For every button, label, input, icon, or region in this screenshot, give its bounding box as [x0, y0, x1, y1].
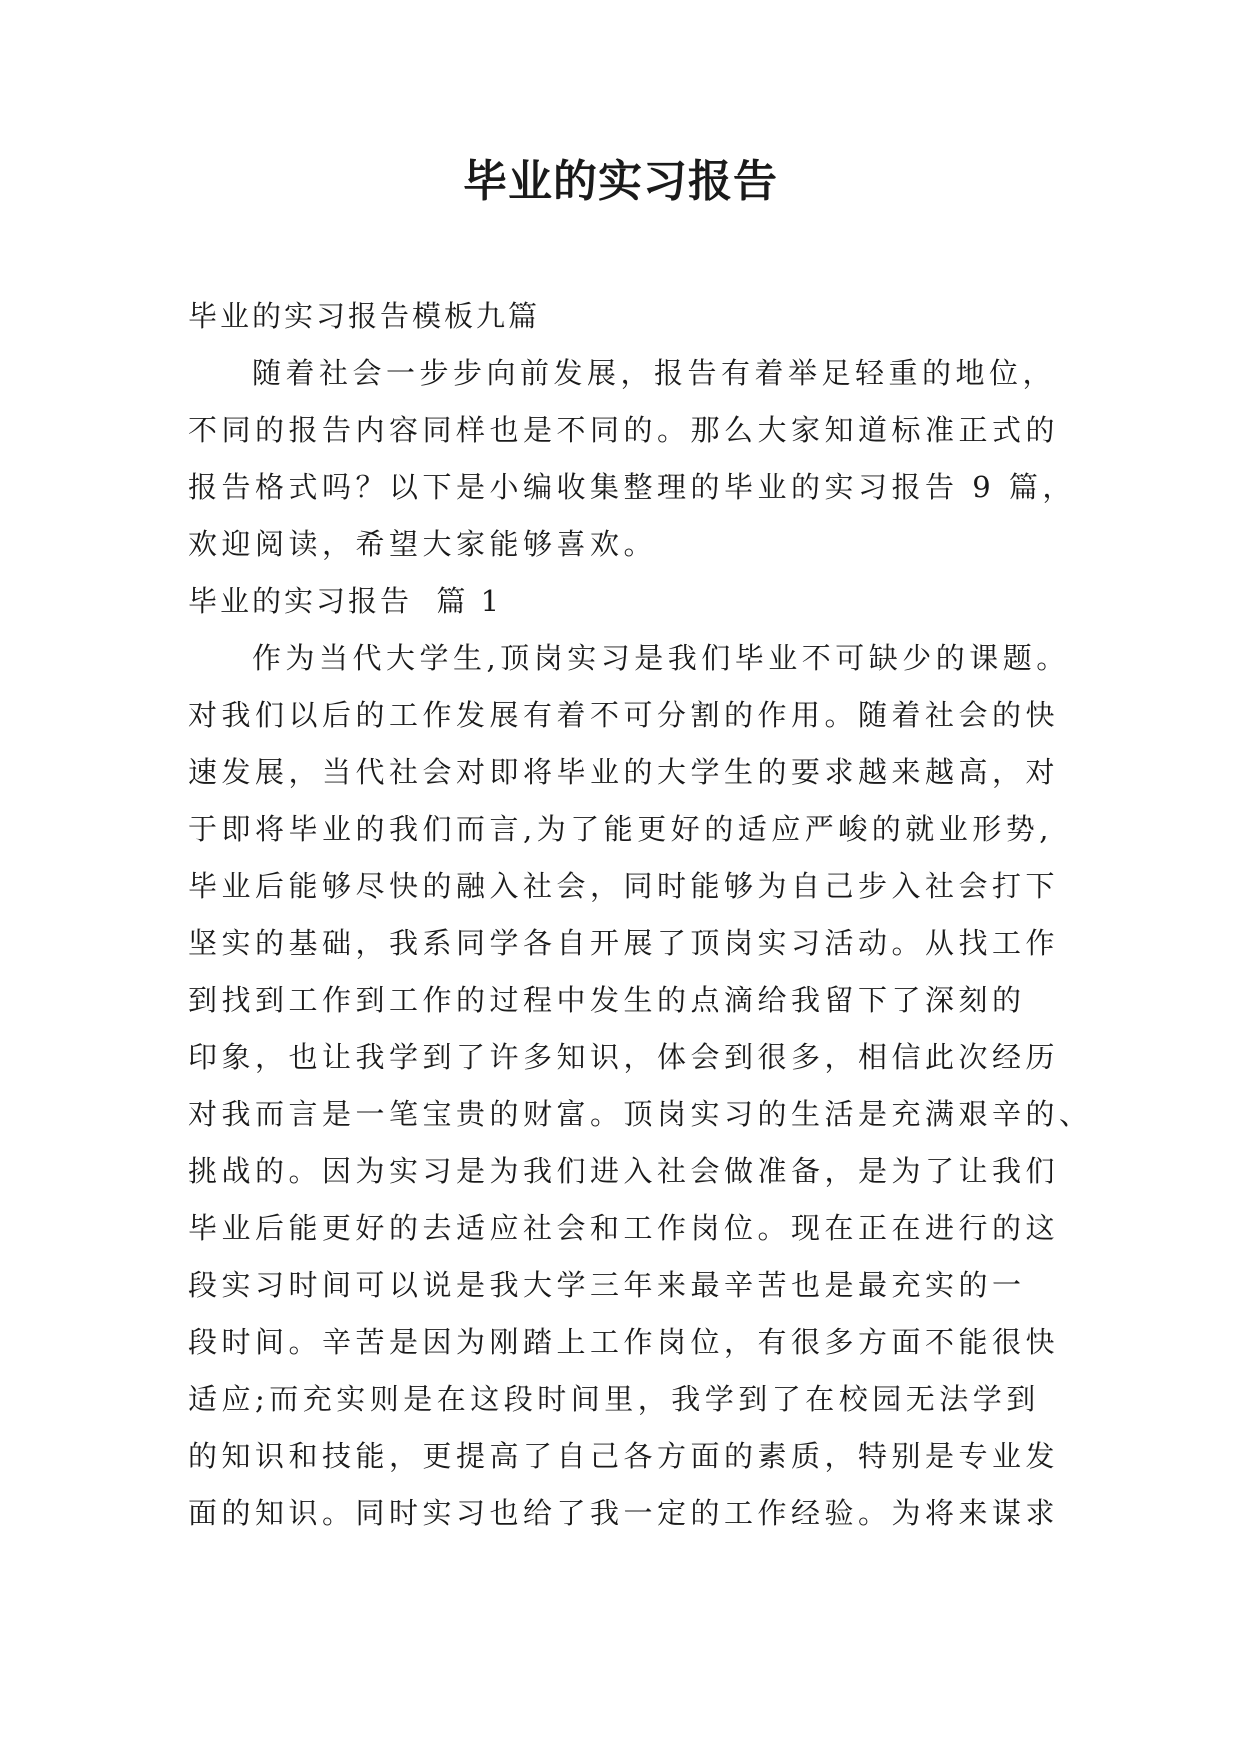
paragraph-line: 段实习时间可以说是我大学三年来最辛苦也是最充实的一	[188, 1268, 1026, 1302]
paragraph-line: 坚实的基础，我系同学各自开展了顶岗实习活动。从找工作	[188, 926, 1060, 960]
paragraph-line: 速发展，当代社会对即将毕业的大学生的要求越来越高，对	[188, 755, 1060, 789]
intro-line: 欢迎阅读，希望大家能够喜欢。	[188, 527, 658, 561]
paragraph-line: 毕业后能够尽快的融入社会，同时能够为自己步入社会打下	[188, 869, 1060, 903]
paragraph-line: 面的知识。同时实习也给了我一定的工作经验。为将来谋求	[188, 1496, 1060, 1530]
section-heading: 毕业的实习报告 篇 1	[188, 584, 503, 618]
intro-line: 报告格式吗？以下是小编收集整理的毕业的实习报告 9 篇，	[188, 470, 1076, 504]
paragraph-line: 适应;而充实则是在这段时间里，我学到了在校园无法学到	[188, 1382, 1040, 1416]
paragraph-line: 挑战的。因为实习是为我们进入社会做准备，是为了让我们	[188, 1154, 1060, 1188]
paragraph-line: 毕业后能更好的去适应社会和工作岗位。现在正在进行的这	[188, 1211, 1060, 1245]
document-body	[188, 288, 1093, 1542]
intro-line: 不同的报告内容同样也是不同的。那么大家知道标准正式的	[188, 413, 1060, 447]
paragraph-line: 印象，也让我学到了许多知识，体会到很多，相信此次经历	[188, 1040, 1060, 1074]
paragraph-line: 对我们以后的工作发展有着不可分割的作用。随着社会的快	[188, 698, 1060, 732]
intro-line: 随着社会一步步向前发展，报告有着举足轻重的地位，	[252, 356, 1057, 390]
paragraph-line: 到找到工作到工作的过程中发生的点滴给我留下了深刻的	[188, 983, 1026, 1017]
paragraph-line: 作为当代大学生,顶岗实习是我们毕业不可缺少的课题。	[252, 641, 1070, 675]
paragraph-line: 于即将毕业的我们而言,为了能更好的适应严峻的就业形势,	[188, 812, 1053, 846]
paragraph-line: 的知识和技能，更提高了自己各方面的素质，特别是专业发	[188, 1439, 1060, 1473]
paragraph-line: 对我而言是一笔宝贵的财富。顶岗实习的生活是充满艰辛的、	[188, 1097, 1093, 1131]
document-title: 毕业的实习报告	[463, 156, 778, 207]
document-subtitle: 毕业的实习报告模板九篇	[188, 299, 541, 333]
paragraph-line: 段时间。辛苦是因为刚踏上工作岗位，有很多方面不能很快	[188, 1325, 1060, 1359]
